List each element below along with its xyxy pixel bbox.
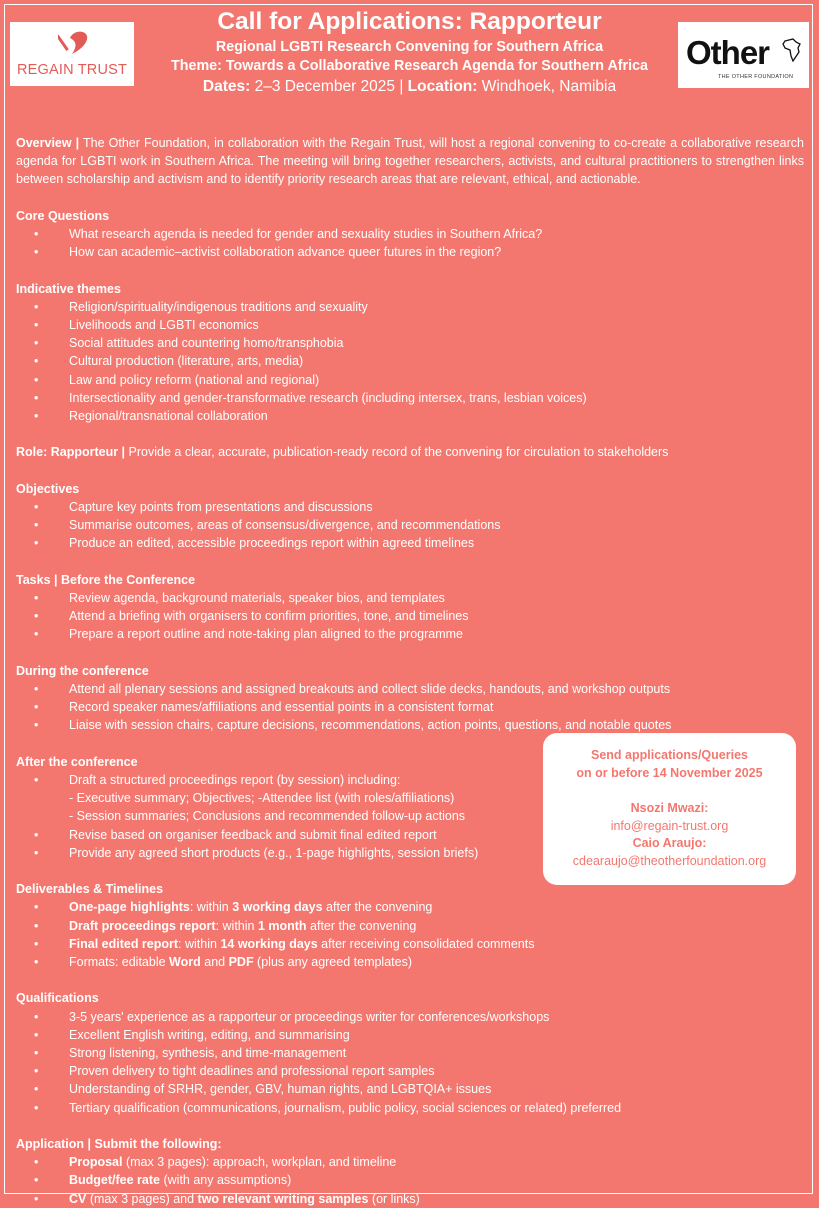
other-wordmark: Other: [686, 34, 770, 71]
callout-line-1: Send applications/Queries: [591, 748, 748, 762]
before-conference-section: [16, 571, 810, 644]
list-item: • Religion/spirituality/indigenous traditions and sexuality: [16, 298, 810, 316]
event-name: Regional LGBTI Research Convening for Southern Africa: [215, 39, 604, 55]
deliverable-text: : within: [178, 936, 221, 951]
list-item: • Attend a briefing with organisers to confirm priorities, tone, and timelines: [16, 607, 810, 625]
list-item: [16, 953, 810, 971]
list-sub-item: - Executive summary; Objectives; -Attendee list (with roles/affiliations): [69, 791, 455, 806]
format-pdf: PDF: [228, 955, 254, 970]
application-section: [16, 1135, 810, 1208]
contact-callout: [543, 733, 796, 885]
application-item-name: Budget/fee rate: [69, 1173, 160, 1188]
core-questions-section: [16, 207, 810, 262]
dates-label: Dates:: [202, 78, 251, 95]
list-item: • How can academic–activist collaboration advance queer futures in the region?: [16, 243, 810, 261]
list-item: • Provide any agreed short products (e.g., 1-page highlights, session briefs): [16, 844, 536, 862]
contact-email-link[interactable]: cdearaujo@theotherfoundation.org: [572, 853, 767, 868]
list-item: • Summarise outcomes, areas of consensus/divergence, and recommendations: [16, 516, 810, 534]
deliverable-text: Formats: editable: [69, 955, 170, 970]
section-heading: Qualifications: [16, 991, 99, 1006]
application-item-text: (max 3 pages): approach, workplan, and timeline: [122, 1155, 397, 1170]
list-item: • What research agenda is needed for gender and sexuality studies in Southern Africa?: [16, 225, 810, 243]
section-heading: Indicative themes: [16, 281, 121, 296]
list-item: [16, 1153, 810, 1171]
location-label: Location:: [407, 78, 478, 95]
location-value: Windhoek, Namibia: [477, 78, 617, 95]
list-item: • Intersectionality and gender-transformative research (including intersex, trans, lesbian voices): [16, 389, 810, 407]
list-item: • Prepare a report outline and note-taking plan aligned to the programme: [16, 625, 810, 643]
section-heading: Deliverables & Timelines: [16, 882, 164, 897]
list-item: [16, 935, 810, 953]
deliverable-text: after the convening: [306, 918, 417, 933]
deliverable-deadline: 14 working days: [220, 936, 318, 951]
overview-text: The Other Foundation, in collaboration with the Regain Trust, will host a regional convening to co-create a collaborative research agenda for LGBTI work in Southern Africa. The meeting will bring together researchers, activists, and cultural practitioners to strengthen links between scholarship and activism and to identify priority research areas that are relevant, ethical, and actionable.: [16, 136, 804, 187]
section-heading: Tasks | Before the Conference: [16, 572, 196, 587]
format-word: Word: [169, 955, 201, 970]
main-content: [16, 134, 810, 1208]
section-heading: Core Questions: [16, 208, 110, 223]
dates-value: 2–3 December 2025 |: [250, 78, 408, 95]
section-heading: After the conference: [16, 754, 138, 769]
application-item-text: (with any assumptions): [160, 1173, 292, 1188]
list-item: • Understanding of SRHR, gender, GBV, human rights, and LGBTQIA+ issues: [16, 1080, 810, 1098]
contact-name: Nsozi Mwazi:: [630, 801, 709, 816]
list-item: • Excellent English writing, editing, and summarising: [16, 1026, 810, 1044]
list-item: • Review agenda, background materials, speaker bios, and templates: [16, 589, 810, 607]
list-item: • 3-5 years' experience as a rapporteur or proceedings writer for conferences/workshops: [16, 1008, 810, 1026]
role-line: [16, 443, 810, 461]
list-item: • Proven delivery to tight deadlines and professional report samples: [16, 1062, 810, 1080]
regain-trust-wordmark: REGAIN TRUST: [16, 62, 128, 78]
list-item: [16, 1190, 810, 1208]
deliverable-text: : within: [189, 900, 233, 915]
deliverables-section: [16, 880, 810, 971]
list-item: • Draft a structured proceedings report (by session) including:: [16, 771, 536, 789]
role-label: Role: Rapporteur |: [16, 445, 126, 460]
themes-section: [16, 280, 810, 426]
deliverable-name: Final edited report: [69, 936, 179, 951]
contact-email-link[interactable]: info@regain-trust.org: [610, 818, 729, 833]
list-item: • Strong listening, synthesis, and time-management: [16, 1044, 810, 1062]
callout-line-2: on or before 14 November 2025: [576, 765, 763, 780]
application-item-name: two relevant writing samples: [197, 1191, 369, 1206]
list-item: • Liaise with session chairs, capture decisions, recommendations, action points, questions, and notable quotes: [16, 716, 810, 734]
list-item: [16, 898, 810, 916]
section-heading: Application | Submit the following:: [16, 1137, 222, 1152]
list-item: • Capture key points from presentations and discussions: [16, 498, 810, 516]
event-theme: Theme: Towards a Collaborative Research Agenda for Southern Africa: [171, 58, 648, 74]
list-item: • Law and policy reform (national and regional): [16, 371, 810, 389]
list-item: • Record speaker names/affiliations and essential points in a consistent format: [16, 698, 810, 716]
list-item: • Attend all plenary sessions and assigned breakouts and collect slide decks, handouts, and workshop outputs: [16, 680, 810, 698]
deliverable-text: and: [200, 955, 229, 970]
deliverable-text: after the convening: [322, 900, 433, 915]
deliverable-deadline: 1 month: [257, 918, 307, 933]
contact-name: Caio Araujo:: [632, 836, 707, 851]
header: [0, 6, 819, 98]
list-item: • Revise based on organiser feedback and submit final edited report: [16, 826, 536, 844]
deliverable-deadline: 3 working days: [232, 900, 323, 915]
application-item-text: (max 3 pages) and: [86, 1191, 198, 1206]
overview-paragraph: [16, 134, 804, 189]
list-item: • Tertiary qualification (communications, journalism, public policy, social sciences or related) preferred: [16, 1099, 810, 1117]
application-item-name: CV: [69, 1191, 87, 1206]
list-item: • Regional/transnational collaboration: [16, 407, 810, 425]
section-heading: Objectives: [16, 481, 80, 496]
list-item: • Livelihoods and LGBTI economics: [16, 316, 810, 334]
role-section: [16, 443, 810, 461]
list-item: • Social attitudes and countering homo/transphobia: [16, 334, 810, 352]
list-item: [16, 917, 810, 935]
overview-label: Overview |: [16, 136, 80, 150]
deliverable-name: Draft proceedings report: [69, 918, 216, 933]
application-item-name: Proposal: [69, 1155, 123, 1170]
qualifications-section: [16, 989, 810, 1116]
dates-location: [0, 76, 819, 98]
application-item-text: (or links): [368, 1191, 420, 1206]
list-item: • Produce an edited, accessible proceedings report within agreed timelines: [16, 534, 810, 552]
deliverable-name: One-page highlights: [69, 900, 190, 915]
page-title: Call for Applications: Rapporteur: [217, 8, 602, 35]
list-sub-item: - Session summaries; Conclusions and recommended follow-up actions: [69, 809, 466, 824]
list-item: • Cultural production (literature, arts, media): [16, 352, 810, 370]
during-conference-section: [16, 662, 810, 735]
list-item: [16, 1171, 810, 1189]
deliverable-text: after receiving consolidated comments: [317, 936, 535, 951]
deliverable-text: (plus any agreed templates): [253, 955, 412, 970]
deliverable-text: : within: [215, 918, 258, 933]
section-heading: During the conference: [16, 663, 149, 678]
role-text: Provide a clear, accurate, publication-ready record of the convening for circulation to stakeholders: [125, 445, 669, 460]
objectives-section: [16, 480, 810, 553]
other-foundation-subtitle: THE OTHER FOUNDATION: [718, 74, 794, 80]
